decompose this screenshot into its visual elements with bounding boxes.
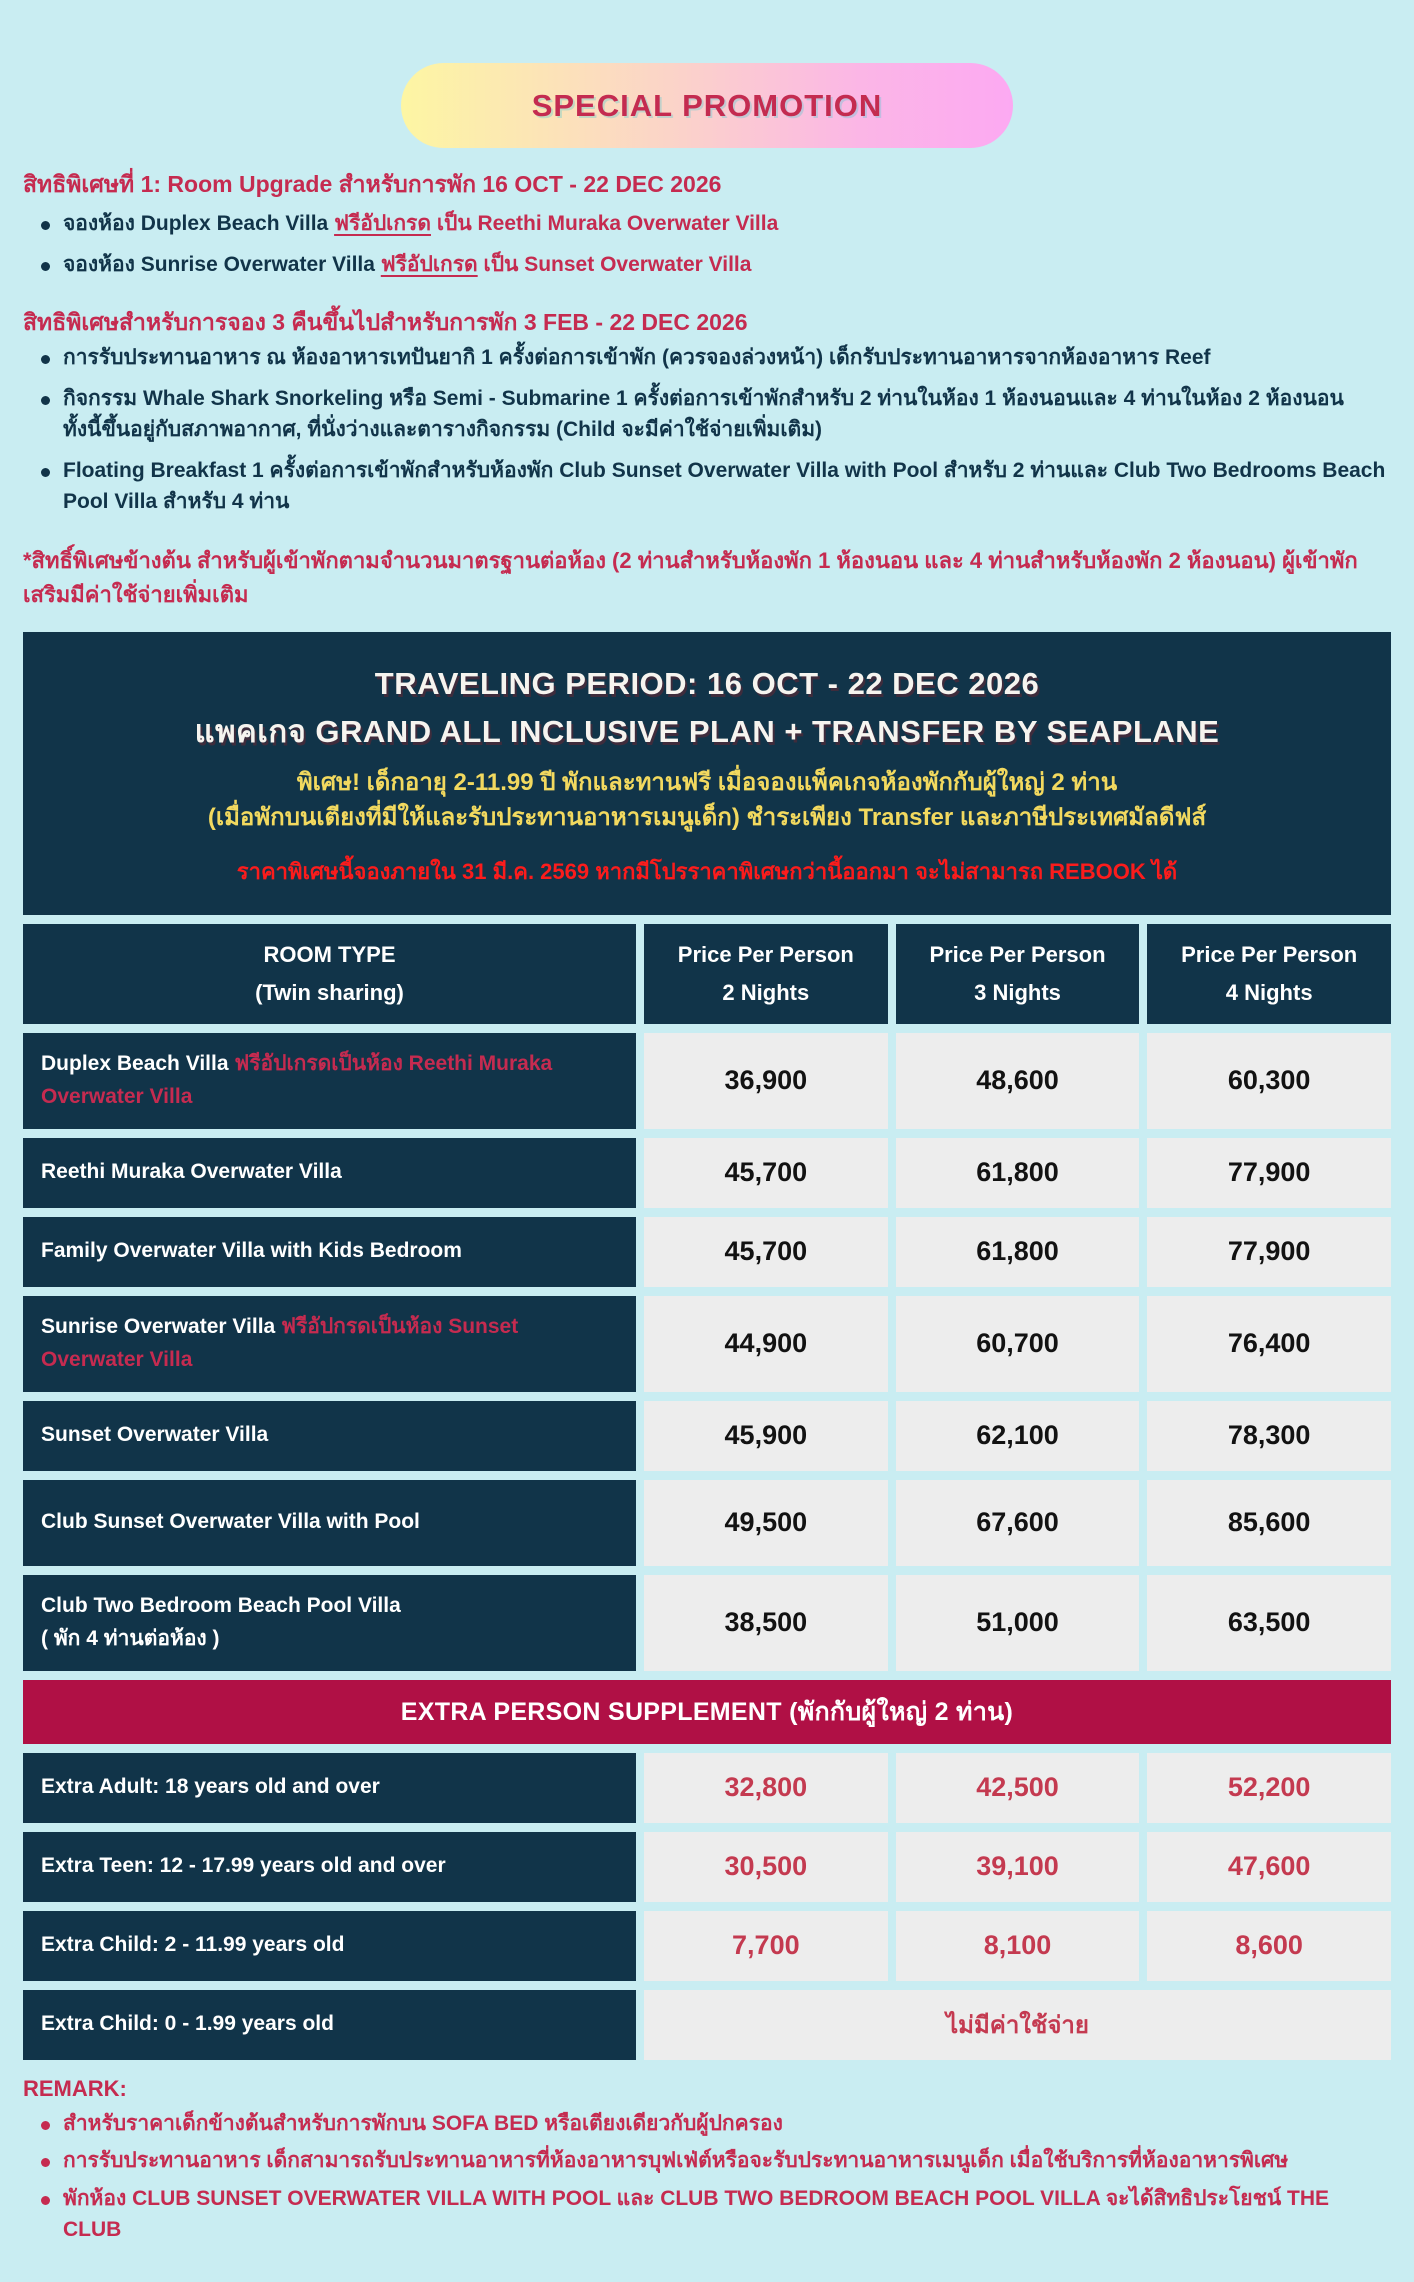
room-name [41,1590,401,1655]
extra-label: Extra Teen: 12 - 17.99 years old and over [41,1854,446,1878]
list-item: Floating Breakfast 1 ครั้งต่อการเข้าพักสำหรับห้องพัก Club Sunset Overwater Villa with Pool สำหรับ 2 ท่านและ Club Two Bedrooms Beach Pool Villa สำหรับ 4 ท่าน [37,455,1388,518]
room-name-upgrade-red: ฟรีอัปกรดเป็นห้อง Sunset Overwater Villa [41,1315,519,1371]
room-name-line2: ( พัก 4 ท่านต่อห้อง ) [41,1626,220,1650]
price-value: 8,100 [896,1911,1140,1981]
traveling-period-banner [23,632,1391,915]
room-name-white: Sunrise Overwater Villa [41,1315,282,1339]
section1-bullet-list [23,208,1388,280]
extra-label: Extra Child: 2 - 11.99 years old [41,1933,345,1957]
section2-heading: สิทธิพิเศษสำหรับการจอง 3 คืนขึ้นไปสำหรับการพัก 3 FEB - 22 DEC 2026 [23,309,748,336]
price-value: 61,800 [896,1138,1140,1208]
rebook-warning: ราคาพิเศษนี้จองภายใน 31 มี.ค. 2569 หากมีโปรราคาพิเศษกว่านี้ออกมา จะไม่สามารถ REBOOK ได้ [236,858,1178,884]
table-row-room-name [23,1401,636,1471]
price-value: 8,600 [1147,1911,1391,1981]
room-type-label: ROOM TYPE [263,942,396,968]
twin-sharing-label: (Twin sharing) [255,979,404,1005]
price-value: 62,100 [896,1401,1140,1471]
banner-subtitle [35,766,1379,836]
list-item: สำหรับราคาเด็กข้างต้นสำหรับการพักบน SOFA BED หรือเตียงเดียวกับผู้ปกครอง [37,2108,1388,2140]
room-name: Club Sunset Overwater Villa with Pool [41,1510,420,1534]
special-promotion-label: SPECIAL PROMOTION [531,87,883,123]
price-value: 61,800 [896,1217,1140,1287]
price-value: 76,400 [1147,1296,1391,1392]
room-name-upgrade-red: ฟรีอัปเกรดเป็นห้อง Reethi Muraka Overwater Villa [41,1052,553,1108]
price-value: 45,700 [644,1138,888,1208]
price-value: 45,900 [644,1401,888,1471]
price-per-person-label: Price Per Person [1181,942,1358,968]
list-item [37,249,1388,281]
no-charge-text: ไม่มีค่าใช้จ่าย [946,2012,1089,2040]
banner-title-line2: แพคเกจ GRAND ALL INCLUSIVE PLAN + TRANSFER BY SEAPLANE [194,714,1220,750]
no-charge-cell [644,1990,1391,2060]
room-name-line1: Club Two Bedroom Beach Pool Villa [41,1594,401,1618]
table-row-room-name [23,1217,636,1287]
room-name [41,1311,622,1376]
price-value: 78,300 [1147,1401,1391,1471]
room-name-white: Duplex Beach Villa [41,1052,235,1076]
table-row-room-name [23,1138,636,1208]
extra-label: Extra Adult: 18 years old and over [41,1775,380,1799]
price-value: 39,100 [896,1832,1140,1902]
remark-section [0,2060,1414,2282]
table-row-room-name [23,1480,636,1566]
list-item [37,208,1388,240]
price-value: 77,900 [1147,1217,1391,1287]
price-value: 63,500 [1147,1575,1391,1671]
table-row-extra-label [23,1832,636,1902]
remark-heading: REMARK: [23,2075,127,2101]
banner-subtitle-line1: พิเศษ! เด็กอายุ 2-11.99 ปี พักและทานฟรี เมื่อจองแพ็คเกจห้องพักกับผู้ใหญ่ 2 ท่าน [296,769,1118,797]
price-value: 49,500 [644,1480,888,1566]
table-row-extra-label [23,1911,636,1981]
list-item: พักห้อง CLUB SUNSET OVERWATER VILLA WITH POOL และ CLUB TWO BEDROOM BEACH POOL VILLA จะได้สิทธิประโยชน์ THE CLUB [37,2183,1388,2246]
price-value: 85,600 [1147,1480,1391,1566]
bullet-text-underline: ฟรีอัปเกรด [380,252,478,276]
banner-title [35,660,1379,756]
table-header-2-nights [644,924,888,1024]
room-name: Family Overwater Villa with Kids Bedroom [41,1239,462,1263]
nights-label: 2 Nights [722,979,810,1005]
promo-text-block [0,168,1414,612]
price-value: 30,500 [644,1832,888,1902]
nights-label: 4 Nights [1225,979,1313,1005]
bullet-text-navy: จองห้อง Duplex Beach Villa [63,212,335,236]
price-value: 60,300 [1147,1033,1391,1129]
extra-person-supplement-bar: EXTRA PERSON SUPPLEMENT (พักกับผู้ใหญ่ 2 ท่าน) [23,1680,1391,1744]
price-per-person-label: Price Per Person [677,942,854,968]
price-table [23,924,1391,1671]
price-value: 38,500 [644,1575,888,1671]
table-row-room-name [23,1296,636,1392]
nights-label: 3 Nights [974,979,1061,1005]
price-value: 48,600 [896,1033,1140,1129]
price-per-person-label: Price Per Person [929,942,1106,968]
extra-person-table [23,1753,1391,2060]
room-name: Reethi Muraka Overwater Villa [41,1160,342,1184]
bullet-text-navy: จองห้อง Sunrise Overwater Villa [63,252,381,276]
price-value: 44,900 [644,1296,888,1392]
bullet-text-underline: ฟรีอัปเกรด [334,212,431,236]
table-header-room-type [23,924,636,1024]
price-value: 36,900 [644,1033,888,1129]
room-name: Sunset Overwater Villa [41,1423,269,1447]
special-promotion-badge [401,63,1013,148]
section2-bullet-list [23,342,1388,518]
price-value: 47,600 [1147,1832,1391,1902]
banner-title-line1: TRAVELING PERIOD: 16 OCT - 22 DEC 2026 [374,666,1040,702]
price-value: 67,600 [896,1480,1140,1566]
section1-heading: สิทธิพิเศษที่ 1: Room Upgrade สำหรับการพัก 16 OCT - 22 DEC 2026 [23,171,722,197]
table-header-3-nights [896,924,1140,1024]
bullet-text-red: เป็น Sunset Overwater Villa [477,252,752,276]
list-item: กิจกรรม Whale Shark Snorkeling หรือ Semi - Submarine 1 ครั้งต่อการเข้าพักสำหรับ 2 ท่านในห้อง 1 ห้องนอนและ 4 ท่านในห้อง 2 ห้องนอน ทั้งนี้ขึ้นอยู่กับสภาพอากาศ, ที่นั่งว่างและตารางกิจกรรม (Child จะมีค่าใช้จ่ายเพิ่มเติม) [37,383,1388,446]
table-header-4-nights [1147,924,1391,1024]
price-value: 7,700 [644,1911,888,1981]
price-value: 52,200 [1147,1753,1391,1823]
price-value: 51,000 [896,1575,1140,1671]
table-row-room-name [23,1575,636,1671]
list-item: การรับประทานอาหาร ณ ห้องอาหารเทปันยากิ 1 ครั้งต่อการเข้าพัก (ควรจองล่วงหน้า) เด็กรับประทานอาหารจากห้องอาหาร Reef [37,342,1388,374]
remark-bullet-list [23,2108,1388,2246]
price-value: 32,800 [644,1753,888,1823]
price-value: 77,900 [1147,1138,1391,1208]
bullet-text-red: เป็น Reethi Muraka Overwater Villa [430,212,779,236]
price-value: 42,500 [896,1753,1140,1823]
banner-subtitle-line2: (เมื่อพักบนเตียงที่มีให้และรับประทานอาหารเมนูเด็ก) ชำระเพียง Transfer และภาษีประเทศมัลดีฟส์ [207,803,1207,831]
table-row-extra-label [23,1990,636,2060]
price-value: 60,700 [896,1296,1140,1392]
price-value: 45,700 [644,1217,888,1287]
room-name [41,1048,622,1113]
table-row-room-name [23,1033,636,1129]
extra-label: Extra Child: 0 - 1.99 years old [41,2012,334,2036]
standard-occupancy-note: *สิทธิ์พิเศษข้างต้น สำหรับผู้เข้าพักตามจำนวนมาตรฐานต่อห้อง (2 ท่านสำหรับห้องพัก 1 ห้องนอน และ 4 ท่านสำหรับห้องพัก 2 ห้องนอน) ผู้เข้าพักเสริมมีค่าใช้จ่ายเพิ่มเติม [23,547,1358,607]
table-row-extra-label [23,1753,636,1823]
list-item: การรับประทานอาหาร เด็กสามารถรับประทานอาหารที่ห้องอาหารบุฟเฟ่ต์หรือจะรับประทานอาหารเมนูเด็ก เมื่อใช้บริการที่ห้องอาหารพิเศษ [37,2145,1388,2177]
